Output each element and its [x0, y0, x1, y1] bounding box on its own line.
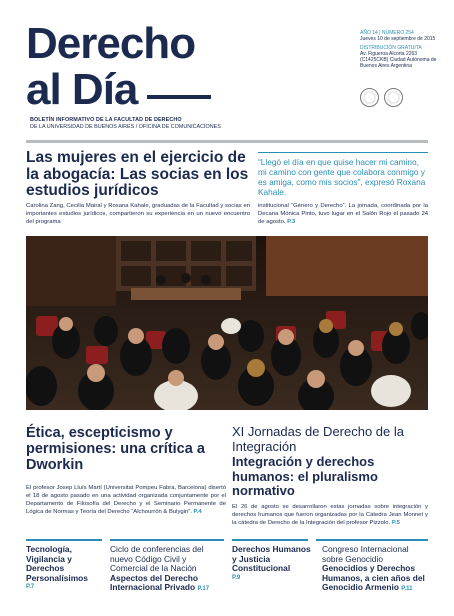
masthead-title-line1: Derecho: [26, 19, 196, 68]
masthead-title-line2: al Día: [26, 65, 138, 114]
quote-rule: [258, 152, 428, 153]
masthead-subtagline: DE LA UNIVERSIDAD DE BUENOS AIRES / OFICINA DE COMUNICACIONES: [30, 124, 221, 130]
article-right-kicker: XI Jornadas de Derecho de la Integración: [232, 424, 404, 454]
article-right-headline: Integración y derechos humanos: el pluralismo normativo: [232, 454, 378, 498]
page-ref: P.17: [197, 586, 210, 593]
teaser-title: Derechos Humanos y Justicia Constitucional: [232, 544, 311, 574]
teaser-rule: [232, 539, 308, 541]
teaser-rule: [316, 539, 428, 541]
lead-photo: [26, 236, 428, 410]
article-left-text: El profesor Josep Lluís Martí (Universitat Pompeu Fabra, Barcelona) disertó el 18 de agosto pasado en una actividad organizada conjuntamente por el Departamento de Filosofía del Derecho y el Seminario Permanente de Lógica de Normas y Teoría del Derecho “Alchourrón & Bulygin”.: [26, 485, 226, 516]
page-ref: P.4: [193, 509, 202, 516]
teaser-title-text: Aspectos del Derecho Internacional Privado: [110, 572, 198, 593]
teaser-rule: [110, 539, 224, 541]
teaser-private-law: [110, 545, 226, 595]
conference-audience-image: [26, 236, 428, 410]
issue-number: AÑO 14 | NÚMERO 254: [360, 30, 414, 36]
faculty-seal-icon: [360, 88, 379, 107]
page-ref: P.11: [401, 586, 413, 593]
teaser-title: Tecnología, Vigilancia y Derechos Personalísimos: [26, 544, 88, 583]
teaser-title: [322, 564, 428, 595]
teaser-technology: [26, 545, 106, 593]
article-left-headline: Ética, escepticismo y permisiones: una crítica a Dworkin: [26, 425, 205, 473]
teaser-title: [110, 574, 226, 595]
article-right-text: El 26 de agosto se desarrollaron estas jornadas sobre integración y derechos humanos que fueron organizadas por la Cátedra Jean Monnet y la cátedra de Derecho de la Integración del profesor Pizzolo.: [232, 504, 428, 527]
page-ref: P.5: [391, 520, 400, 527]
page-ref: P.7: [26, 584, 35, 591]
pull-quote: “Llegó el día en que quise hacer mi camino, mi camino con gente que colabora conmigo y es amiga, como mis socios”, expresó Roxana Kahale.: [258, 157, 426, 197]
page-ref: P.9: [232, 574, 241, 581]
distribution-label: DISTRIBUCIÓN GRATUITA: [360, 45, 422, 51]
address: Av. Figueroa Alcorta 2263 (C1425CKB) Ciudad Autónoma de Buenos Aires Argentina: [360, 51, 437, 69]
masthead-rule: [147, 95, 211, 99]
teaser-rule: [26, 539, 102, 541]
masthead-tagline: BOLETÍN INFORMATIVO DE LA FACULTAD DE DERECHO: [30, 117, 182, 123]
issue-date: Jueves 10 de septiembre de 2015: [360, 36, 436, 42]
article-left-body: [26, 484, 226, 516]
article-right-body: [232, 503, 428, 527]
lead-body-left: Carolina Zang, Cecilia Mairal y Roxana Kahale, graduadas de la Facultad y socias en importantes estudios jurídicos, compartieron su experiencia en un nuevo encuentro del programa: [26, 203, 250, 226]
institution-seals: [360, 88, 440, 108]
masthead-divider: [26, 140, 428, 143]
lead-body-right-text: institucional “Género y Derecho”. La jornada, coordinada por la Decana Mónica Pinto, tuvo lugar en el Salón Rojo el pasado 24 de agosto.: [258, 203, 428, 226]
page-ref: P.3: [287, 219, 296, 226]
lead-headline: Las mujeres en el ejercicio de la abogacía: Las socias en los estudios jurídicos: [26, 149, 249, 199]
issue-info: [360, 30, 440, 69]
teaser-human-rights: [232, 545, 312, 583]
teaser-title-text: Genocidios y Derechos Humanos, a cien años del Genocidio Armenio: [322, 563, 425, 593]
teaser-kicker: Ciclo de conferencias del nuevo Código Civil y Comercial de la Nación: [110, 544, 204, 574]
teaser-genocide: [322, 545, 428, 595]
university-seal-icon: [384, 88, 403, 107]
lead-body-right: [258, 202, 428, 226]
teaser-kicker: Congreso Internacional sobre Genocidio: [322, 544, 409, 564]
